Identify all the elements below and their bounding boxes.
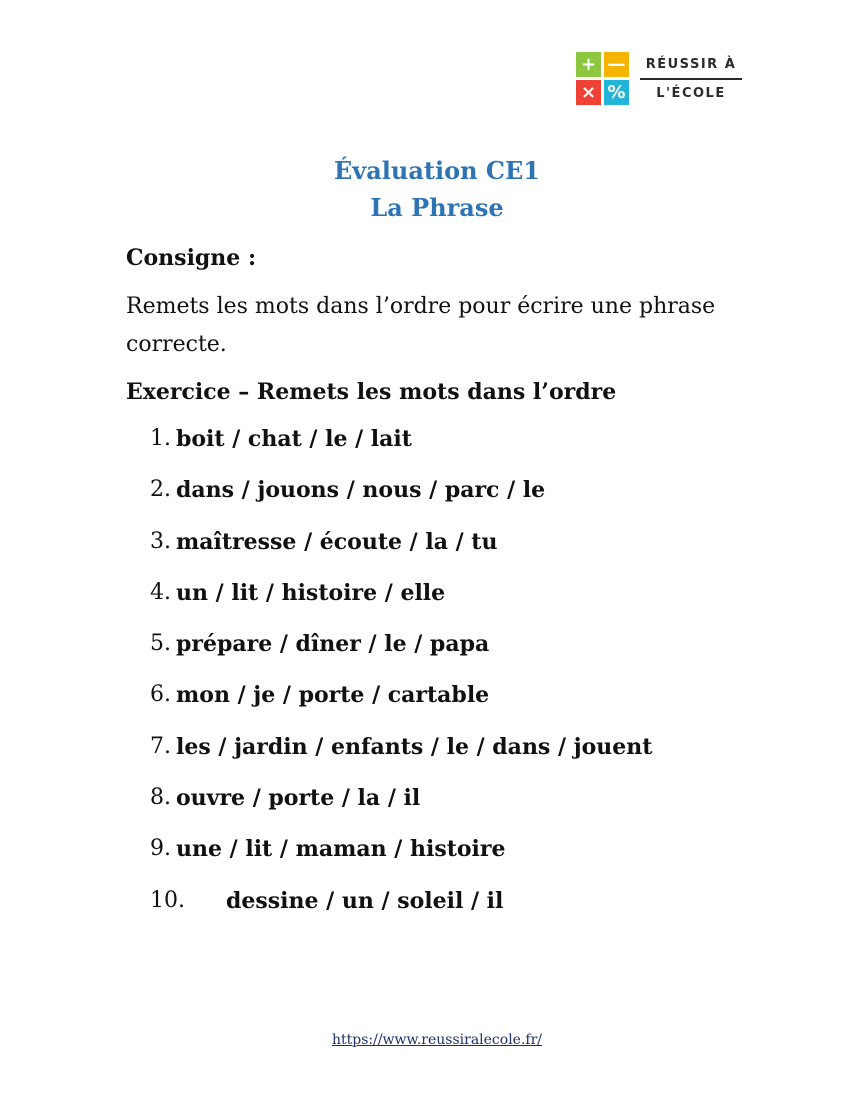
multiply-icon: ×: [576, 80, 601, 105]
list-item: [126, 834, 806, 885]
exercise-title: Exercice – Remets les mots dans l’ordre: [126, 379, 617, 405]
list-item: [126, 629, 806, 680]
list-item: [126, 886, 806, 937]
item-words: une / lit / maman / histoire: [176, 836, 506, 863]
page-title: Évaluation CE1: [333, 156, 540, 185]
website-link[interactable]: https://www.reussiralecole.fr/: [331, 1032, 543, 1048]
list-item: [126, 424, 806, 475]
instruction-text: Remets les mots dans l’ordre pour écrire une phrase correcte.: [126, 294, 716, 357]
item-number: 3.: [150, 528, 171, 554]
item-words: dessine / un / soleil / il: [226, 887, 504, 914]
item-number: 9.: [150, 836, 171, 862]
plus-icon: +: [576, 52, 601, 77]
item-number: 6.: [150, 682, 171, 708]
logo-wordmark: [640, 54, 742, 104]
item-words: dans / jouons / nous / parc / le: [176, 477, 546, 504]
item-words: ouvre / porte / la / il: [176, 785, 421, 812]
brand-logo: [576, 52, 746, 108]
instruction-label: Consigne :: [126, 245, 257, 271]
item-number: 10.: [150, 887, 185, 913]
item-words: mon / je / porte / cartable: [176, 682, 490, 709]
item-number: 2.: [150, 477, 171, 503]
item-words: maîtresse / écoute / la / tu: [176, 528, 498, 555]
item-words: prépare / dîner / le / papa: [176, 631, 490, 658]
logo-line-1: RÉUSSIR À: [645, 57, 737, 72]
logo-tiles: [576, 52, 632, 106]
item-number: 1.: [150, 426, 171, 451]
page-footer: [0, 1032, 850, 1048]
percent-icon: %: [604, 80, 629, 105]
worksheet-body: [126, 240, 806, 937]
item-words: un / lit / histoire / elle: [176, 579, 446, 606]
logo-divider: [640, 78, 742, 80]
list-item: [126, 783, 806, 834]
page-header: [0, 152, 850, 226]
item-words: les / jardin / enfants / le / dans / jouent: [176, 733, 653, 760]
item-words: boit / chat / le / lait: [176, 426, 412, 452]
item-number: 5.: [150, 631, 171, 657]
list-item: [126, 527, 806, 578]
minus-icon: —: [604, 52, 629, 77]
item-number: 7.: [150, 733, 171, 759]
item-number: 4.: [150, 579, 171, 605]
list-item: [126, 578, 806, 629]
list-item: [126, 680, 806, 731]
exercise-list: [126, 424, 806, 937]
page-subtitle: La Phrase: [370, 193, 504, 222]
item-number: 8.: [150, 785, 171, 811]
list-item: [126, 475, 806, 526]
list-item: [126, 732, 806, 783]
logo-line-2: L'ÉCOLE: [656, 86, 726, 101]
